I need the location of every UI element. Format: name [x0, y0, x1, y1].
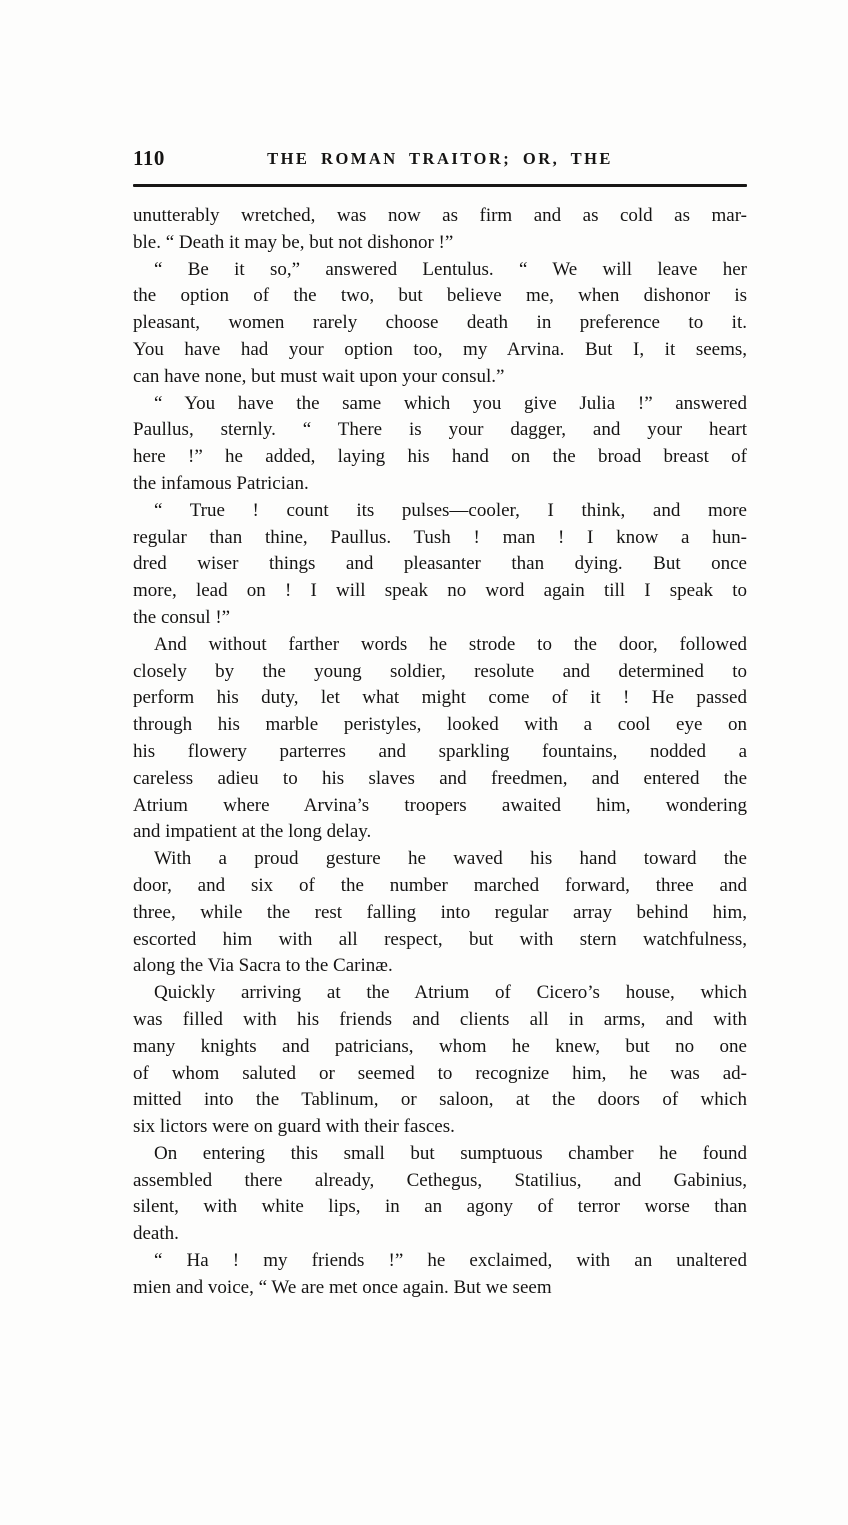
text-line: perform his duty, let what might come of it ! He passed [133, 687, 747, 709]
text-line: And without farther words he strode to the door, followed [154, 633, 747, 655]
text-line: the infamous Patrician. [133, 472, 309, 494]
text-line: many knights and patricians, whom he knew, but no one [133, 1035, 747, 1057]
text-line: careless adieu to his slaves and freedmen, and entered the [133, 767, 747, 789]
text-line: pleasant, women rarely choose death in preference to it. [133, 312, 747, 334]
text-line: was filled with his friends and clients all in arms, and with [133, 1008, 747, 1030]
text-line: “ Ha ! my friends !” he exclaimed, with an unaltered [154, 1250, 747, 1272]
body-text [133, 203, 747, 1302]
text-line: along the Via Sacra to the Carinæ. [133, 955, 393, 977]
text-line: Quickly arriving at the Atrium of Cicero’s house, which [154, 982, 747, 1004]
text-line: Paullus, sternly. “ There is your dagger, and your heart [133, 419, 747, 441]
text-line: With a proud gesture he waved his hand toward the [154, 848, 747, 870]
text-line: escorted him with all respect, but with stern watchfulness, [133, 928, 747, 950]
text-line: can have none, but must wait upon your consul.” [133, 365, 505, 387]
running-title: THE ROMAN TRAITOR; OR, THE [267, 149, 613, 168]
text-line: silent, with white lips, in an agony of terror worse than [133, 1196, 747, 1218]
text-line: more, lead on ! I will speak no word again till I speak to [133, 580, 747, 602]
text-line: assembled there already, Cethegus, Statilius, and Gabinius, [133, 1169, 747, 1191]
text-line: dred wiser things and pleasanter than dying. But once [133, 553, 747, 575]
text-line: and impatient at the long delay. [133, 821, 372, 843]
text-line: here !” he added, laying his hand on the broad breast of [133, 446, 747, 468]
text-line: On entering this small but sumptuous chamber he found [154, 1142, 747, 1164]
text-line: the option of the two, but believe me, when dishonor is [133, 285, 747, 307]
text-line: mitted into the Tablinum, or saloon, at the doors of which [133, 1089, 747, 1111]
text-line: closely by the young soldier, resolute and determined to [133, 660, 747, 682]
text-line: “ Be it so,” answered Lentulus. “ We will leave her [154, 258, 747, 280]
text-line: regular than thine, Paullus. Tush ! man ! I know a hun- [133, 526, 747, 548]
text-line: “ True ! count its pulses—cooler, I think, and more [154, 499, 747, 521]
text-line: three, while the rest falling into regular array behind him, [133, 901, 747, 923]
text-line: You have had your option too, my Arvina. But I, it seems, [133, 338, 747, 360]
text-line: death. [133, 1223, 179, 1245]
text-line: the consul !” [133, 606, 231, 628]
text-line: “ You have the same which you give Julia !” answered [154, 392, 747, 414]
text-block [133, 146, 747, 1302]
text-line: six lictors were on guard with their fasces. [133, 1116, 455, 1138]
text-line: unutterably wretched, was now as firm and as cold as mar- [133, 205, 747, 226]
header-rule [133, 184, 747, 187]
text-line: Atrium where Arvina’s troopers awaited him, wondering [133, 794, 747, 816]
text-line: of whom saluted or seemed to recognize him, he was ad- [133, 1062, 747, 1084]
page-number: 110 [133, 146, 165, 170]
text-line: mien and voice, “ We are met once again. But we seem [133, 1276, 552, 1298]
text-line: ble. “ Death it may be, but not dishonor !” [133, 231, 454, 253]
text-line: his flowery parterres and sparkling fountains, nodded a [133, 740, 747, 762]
text-line: door, and six of the number marched forward, three and [133, 874, 747, 896]
running-head [133, 146, 747, 176]
text-line: through his marble peristyles, looked with a cool eye on [133, 714, 747, 736]
